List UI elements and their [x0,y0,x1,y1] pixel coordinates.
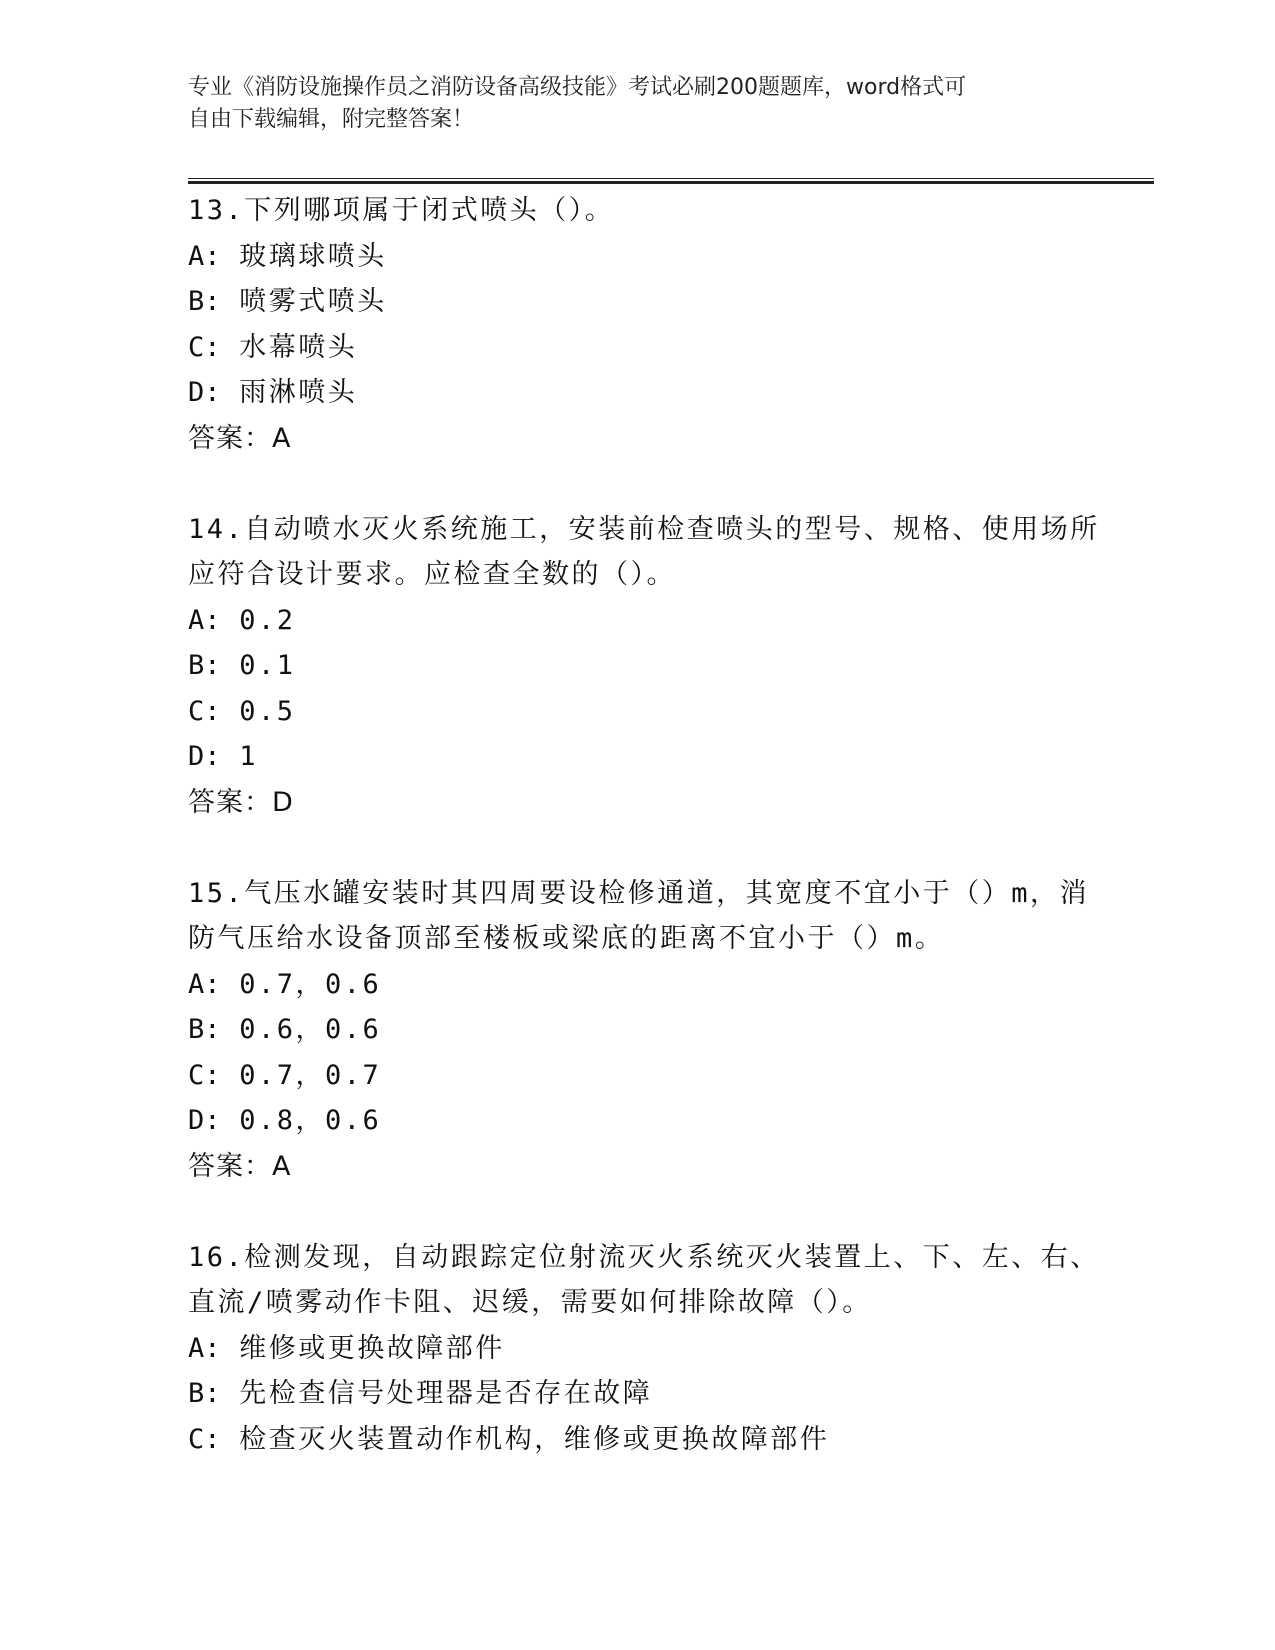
option-d: D: 1 [188,741,259,772]
document-header [188,72,1088,136]
stem-line: 16.检测发现，自动跟踪定位射流灭火系统灭火装置上、下、左、右、 [188,1241,1100,1273]
stem-line: 14.自动喷水灭火系统施工，安装前检查喷头的型号、规格、使用场所 [188,513,1100,545]
option-b: B: 先检查信号处理器是否存在故障 [188,1378,653,1409]
stem-line: 直流/喷雾动作卡阻、迟缓，需要如何排除故障（）。 [188,1287,872,1318]
option-a: A: 0.2 [188,604,296,636]
header-divider-thin [188,178,1154,179]
header-line-1: 专业《消防设施操作员之消防设备高级技能》考试必刷200题题库，word格式可 [188,75,967,100]
stem-line: 防气压给水设备顶部至楼板或梁底的距离不宜小于（）m。 [188,923,945,954]
option-c: C: 0.5 [188,695,296,727]
stem-line: 15.气压水罐安装时其四周要设检修通道，其宽度不宜小于（）m，消 [188,877,1090,909]
option-b: B: 0.6，0.6 [188,1014,382,1045]
question-15 [188,871,1088,1190]
question-stem [188,1235,1100,1326]
question-14 [188,507,1100,826]
answer-line: 答案：A [188,422,292,454]
question-stem [188,507,1100,598]
answer-line: 答案：D [188,786,294,818]
option-b: B: 喷雾式喷头 [188,286,387,317]
question-stem [188,871,1088,962]
option-c: C: 水幕喷头 [188,331,358,363]
header-line-2: 自由下载编辑，附完整答案！ [188,107,475,132]
question-16 [188,1235,1100,1463]
stem-line: 应符合设计要求。应检查全数的（）。 [188,559,676,590]
stem-line: 13.下列哪项属于闭式喷头（）。 [188,195,615,226]
option-d: D: 0.8，0.6 [188,1105,382,1136]
question-list [188,188,1100,1462]
answer-line: 答案：A [188,1150,292,1182]
option-a: A: 0.7，0.6 [188,968,382,1000]
option-c: C: 检查灭火装置动作机构，维修或更换故障部件 [188,1423,830,1455]
option-c: C: 0.7，0.7 [188,1059,382,1091]
question-13 [188,188,1088,461]
header-divider-thick [188,181,1154,184]
question-stem [188,188,1088,234]
option-b: B: 0.1 [188,650,296,681]
option-d: D: 雨淋喷头 [188,377,358,408]
option-a: A: 维修或更换故障部件 [188,1332,505,1364]
option-a: A: 玻璃球喷头 [188,240,387,272]
